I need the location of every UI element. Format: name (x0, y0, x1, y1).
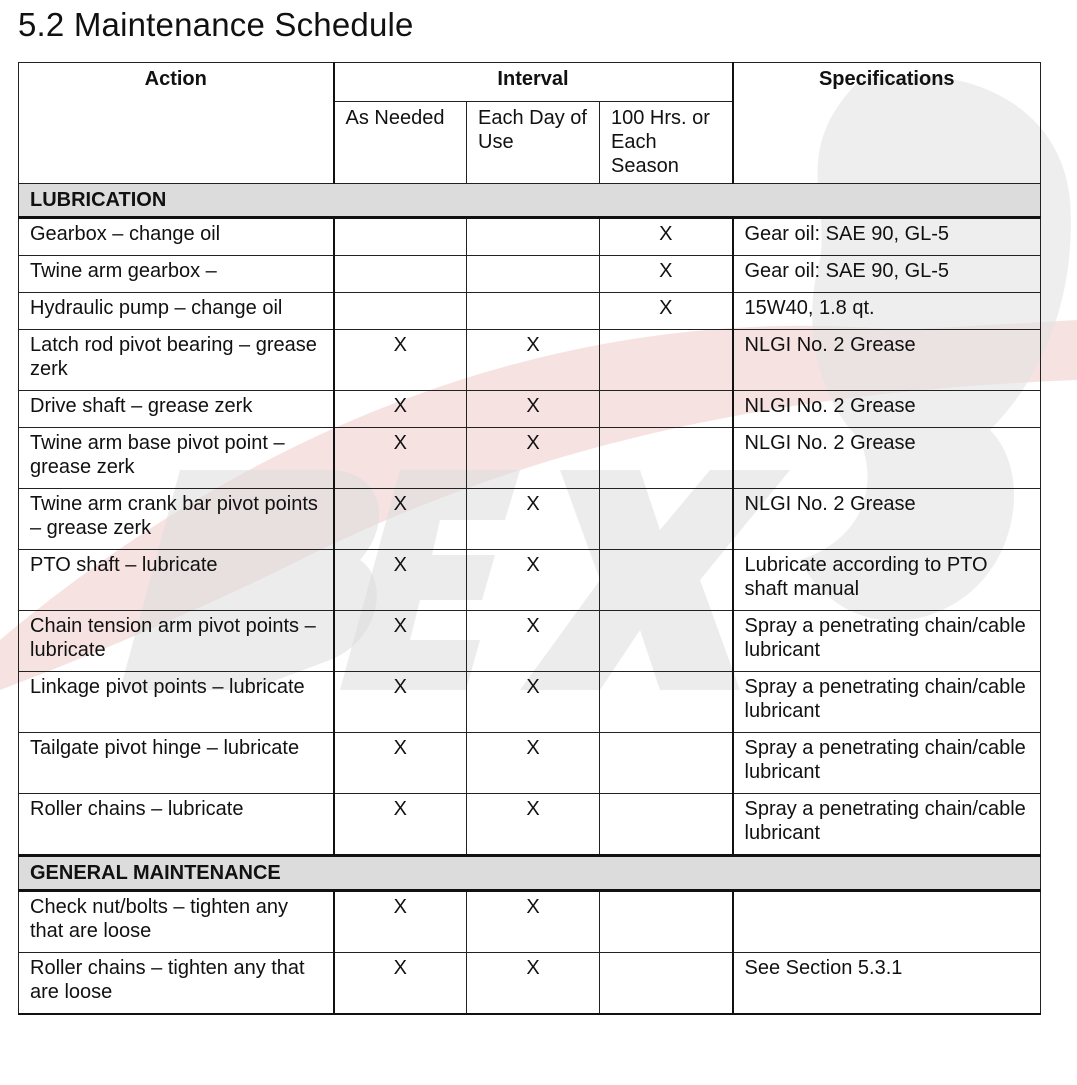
hundred-hrs-cell: X (600, 218, 733, 256)
each-day-cell: X (467, 672, 600, 733)
as-needed-cell: X (334, 733, 467, 794)
table-row (19, 489, 1041, 550)
action-cell: Linkage pivot points – lubricate (19, 672, 334, 733)
table-row (19, 794, 1041, 856)
as-needed-cell: X (334, 550, 467, 611)
as-needed-cell: X (334, 794, 467, 856)
each-day-cell (467, 218, 600, 256)
spec-cell: Spray a penetrating chain/cable lubricant (733, 794, 1041, 856)
each-day-cell: X (467, 794, 600, 856)
each-day-cell (467, 256, 600, 293)
each-day-cell: X (467, 550, 600, 611)
spec-cell: Spray a penetrating chain/cable lubricant (733, 733, 1041, 794)
spec-cell: Lubricate according to PTO shaft manual (733, 550, 1041, 611)
hundred-hrs-cell (600, 672, 733, 733)
table-row (19, 293, 1041, 330)
spec-cell: NLGI No. 2 Grease (733, 391, 1041, 428)
action-cell: Roller chains – tighten any that are loose (19, 953, 334, 1015)
hundred-hrs-cell (600, 489, 733, 550)
header-as-needed: As Needed (334, 102, 467, 184)
each-day-cell (467, 293, 600, 330)
action-cell: Tailgate pivot hinge – lubricate (19, 733, 334, 794)
table-row (19, 218, 1041, 256)
hundred-hrs-cell (600, 794, 733, 856)
table-row (19, 550, 1041, 611)
spec-cell: NLGI No. 2 Grease (733, 428, 1041, 489)
table-row (19, 330, 1041, 391)
hundred-hrs-cell: X (600, 293, 733, 330)
hundred-hrs-cell (600, 428, 733, 489)
hundred-hrs-cell (600, 611, 733, 672)
spec-cell: Gear oil: SAE 90, GL-5 (733, 218, 1041, 256)
table-row (19, 611, 1041, 672)
action-cell: PTO shaft – lubricate (19, 550, 334, 611)
each-day-cell: X (467, 611, 600, 672)
table-row (19, 672, 1041, 733)
section-row-general-maintenance (19, 856, 1041, 891)
each-day-cell: X (467, 428, 600, 489)
as-needed-cell: X (334, 891, 467, 953)
hundred-hrs-cell (600, 733, 733, 794)
hundred-hrs-cell (600, 330, 733, 391)
header-100-hrs: 100 Hrs. or Each Season (600, 102, 733, 184)
hundred-hrs-cell (600, 550, 733, 611)
spec-cell: See Section 5.3.1 (733, 953, 1041, 1015)
hundred-hrs-cell (600, 891, 733, 953)
spec-cell: Spray a penetrating chain/cable lubricant (733, 611, 1041, 672)
as-needed-cell: X (334, 428, 467, 489)
as-needed-cell (334, 218, 467, 256)
each-day-cell: X (467, 489, 600, 550)
as-needed-cell: X (334, 953, 467, 1015)
spec-cell (733, 891, 1041, 953)
spec-cell: 15W40, 1.8 qt. (733, 293, 1041, 330)
action-cell: Twine arm base pivot point – grease zerk (19, 428, 334, 489)
table-row (19, 391, 1041, 428)
as-needed-cell: X (334, 611, 467, 672)
section-row-lubrication (19, 184, 1041, 218)
spec-cell: Gear oil: SAE 90, GL-5 (733, 256, 1041, 293)
hundred-hrs-cell (600, 953, 733, 1015)
each-day-cell: X (467, 391, 600, 428)
action-cell: Twine arm gearbox – (19, 256, 334, 293)
hundred-hrs-cell: X (600, 256, 733, 293)
as-needed-cell: X (334, 489, 467, 550)
header-each-day: Each Day of Use (467, 102, 600, 184)
action-cell: Check nut/bolts – tighten any that are loose (19, 891, 334, 953)
section-title: LUBRICATION (19, 184, 1041, 218)
action-cell: Latch rod pivot bearing – grease zerk (19, 330, 334, 391)
maintenance-schedule-table (18, 62, 1041, 1015)
as-needed-cell: X (334, 672, 467, 733)
as-needed-cell (334, 293, 467, 330)
spec-cell: NLGI No. 2 Grease (733, 330, 1041, 391)
spec-cell: Spray a penetrating chain/cable lubricant (733, 672, 1041, 733)
as-needed-cell: X (334, 391, 467, 428)
table-row (19, 953, 1041, 1015)
header-specifications: Specifications (733, 63, 1041, 184)
table-row (19, 891, 1041, 953)
as-needed-cell (334, 256, 467, 293)
spec-cell: NLGI No. 2 Grease (733, 489, 1041, 550)
action-cell: Chain tension arm pivot points – lubricate (19, 611, 334, 672)
each-day-cell: X (467, 953, 600, 1015)
each-day-cell: X (467, 330, 600, 391)
each-day-cell: X (467, 733, 600, 794)
hundred-hrs-cell (600, 391, 733, 428)
page-title: 5.2 Maintenance Schedule (18, 6, 414, 43)
header-action: Action (19, 63, 334, 184)
as-needed-cell: X (334, 330, 467, 391)
action-cell: Hydraulic pump – change oil (19, 293, 334, 330)
each-day-cell: X (467, 891, 600, 953)
table-row (19, 733, 1041, 794)
action-cell: Twine arm crank bar pivot points – grease zerk (19, 489, 334, 550)
action-cell: Roller chains – lubricate (19, 794, 334, 856)
table-row (19, 428, 1041, 489)
section-title: GENERAL MAINTENANCE (19, 856, 1041, 891)
header-interval: Interval (334, 63, 733, 102)
action-cell: Drive shaft – grease zerk (19, 391, 334, 428)
action-cell: Gearbox – change oil (19, 218, 334, 256)
table-row (19, 256, 1041, 293)
